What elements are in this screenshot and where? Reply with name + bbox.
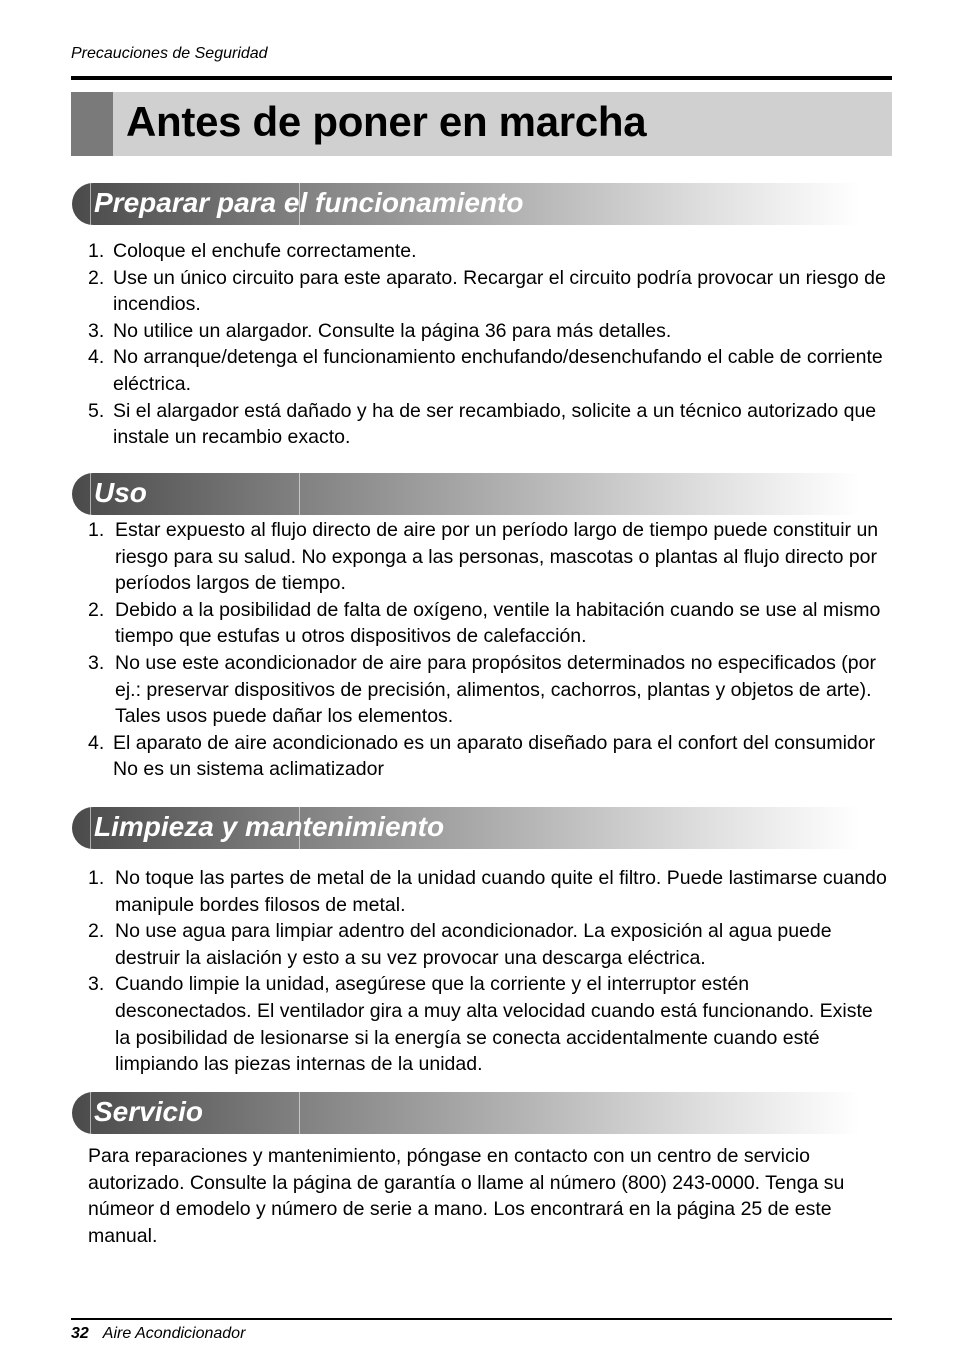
page-number: 32 <box>71 1325 89 1342</box>
title-accent-block <box>71 92 113 156</box>
list-item: 1. Estar expuesto al flujo directo de aire por un período largo de tiempo puede constituir un riesgo para su salud. No exponga a las personas, mascotas o plantas al flujo directo por períodos largos de tiempo. <box>88 519 879 595</box>
section-heading-preparar <box>72 183 860 225</box>
list-item: 1. No toque las partes de metal de la unidad cuando quite el filtro. Puede lastimarse cuando manipule bordes filosos de metal. <box>88 867 887 916</box>
list-item: 4. El aparato de aire acondicionado es un aparato diseñado para el confort del consumidor No es un sistema aclimatizador <box>88 731 876 781</box>
running-header: Precauciones de Seguridad <box>71 45 268 62</box>
list-preparar <box>88 238 888 451</box>
list-item: 2. Debido a la posibilidad de falta de oxígeno, ventile la habitación cuando se use al mismo tiempo que estufas u otros dispositivos de calefacción. <box>88 598 881 648</box>
list-uso <box>88 517 888 783</box>
list-item: 2. No use agua para limpiar adentro del acondicionador. La exposición al agua puede destruir la aislación y esto a su vez provocar una descarga eléctrica. <box>88 920 832 969</box>
page-footer <box>71 1325 245 1343</box>
header-rule <box>71 76 892 80</box>
section-heading-limpieza <box>72 807 860 849</box>
section-heading-label: Servicio <box>94 1096 203 1127</box>
footer-product: Aire Acondicionador <box>102 1325 246 1342</box>
servicio-paragraph: Para reparaciones y mantenimiento, póngase en contacto con un centro de servicio autorizado. Consulte la página de garantía o llame al número (800) 243-0000. Tenga su númeor d emodelo y número de serie a mano. Los encontrará en la página 25 de este manual. <box>88 1145 845 1247</box>
list-item: 2. Use un único circuito para este aparato. Recargar el circuito podría provocar un riesgo de incendios. <box>88 266 886 316</box>
footer-rule <box>71 1318 892 1320</box>
section-heading-label: Uso <box>94 477 147 508</box>
section-heading-servicio <box>72 1092 860 1134</box>
list-item: 1. Coloque el enchufe correctamente. <box>88 240 417 262</box>
page-title: Antes de poner en marcha <box>126 98 647 145</box>
list-item: 4. No arranque/detenga el funcionamiento enchufando/desenchufando el cable de corriente eléctrica. <box>88 346 883 395</box>
title-band <box>71 92 892 156</box>
list-item: 3. No utilice un alargador. Consulte la página 36 para más detalles. <box>88 319 672 342</box>
section-heading-uso <box>72 473 860 515</box>
list-item: 5. Si el alargador está dañado y ha de ser recambiado, solicite a un técnico autorizado que instale un recambio exacto. <box>88 399 877 449</box>
section-heading-label: Limpieza y mantenimiento <box>94 811 445 842</box>
section-heading-label: Preparar para el funcionamiento <box>94 187 524 218</box>
list-item: 3. No use este acondicionador de aire para propósitos determinados no especificados (por ej.: preservar dispositivos de precisión, alimentos, cachorros, plantas y objetos de arte). Tales usos puede dañar los elementos. <box>88 651 876 728</box>
list-item: 3. Cuando limpie la unidad, asegúrese que la corriente y el interruptor estén desconectados. El ventilador gira a muy alta velocidad cuando está funcionando. Existe la posibilidad de lesionarse si la energía se conecta accidentalmente cuando esté limpiando las piezas internas de la unidad. <box>88 973 873 1076</box>
list-limpieza <box>88 865 888 1078</box>
